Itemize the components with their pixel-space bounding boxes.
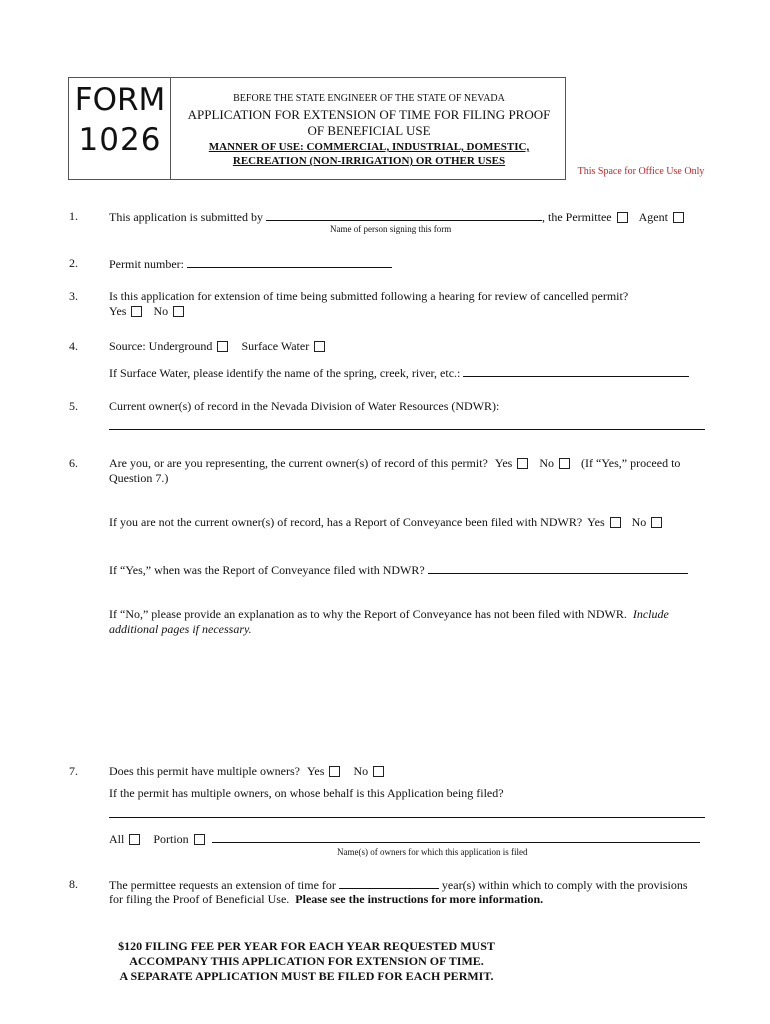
q7-no-label: No <box>353 764 369 778</box>
conveyance-question <box>109 515 664 530</box>
all-label: All <box>109 832 125 846</box>
include-note-2: additional pages if necessary. <box>109 622 252 636</box>
all-owners-checkbox[interactable] <box>129 834 140 845</box>
form-label: FORM <box>74 82 166 118</box>
fee-notice-line1: $120 FILING FEE PER YEAR FOR EACH YEAR REQUESTED MUST <box>118 939 495 953</box>
q7-behalf-text: If the permit has multiple owners, on whose behalf is this Application being filed? <box>109 786 504 800</box>
q3-options <box>109 304 186 319</box>
underground-checkbox[interactable] <box>217 341 228 352</box>
q3-yes-checkbox[interactable] <box>131 306 142 317</box>
q4-surface-label: Surface Water <box>241 339 310 353</box>
question-number: 7. <box>69 764 78 778</box>
agent-checkbox[interactable] <box>673 212 684 223</box>
conveyance-yes-checkbox[interactable] <box>610 517 621 528</box>
q8-line-2 <box>109 892 543 907</box>
conveyance-explain <box>109 607 669 622</box>
q4-identify-text: If Surface Water, please identify the name of the spring, creek, river, etc.: <box>109 366 461 380</box>
current-owner-field[interactable] <box>109 417 705 430</box>
q6-no-label: No <box>539 456 554 470</box>
q8-text-1: The permittee requests an extension of time for <box>109 878 336 892</box>
portion-owners-checkbox[interactable] <box>194 834 205 845</box>
signer-name-field[interactable] <box>266 209 542 221</box>
explanation-area[interactable] <box>109 640 705 755</box>
include-note: Include <box>632 607 669 621</box>
q8-text-3: for filing the Proof of Beneficial Use. <box>109 892 290 906</box>
question-number: 5. <box>69 399 78 413</box>
q3-text: Is this application for extension of time being submitted following a hearing for review of cancelled permit? <box>109 289 629 303</box>
q1-permittee-label: , the Permittee <box>541 210 612 224</box>
q2-text: Permit number: <box>109 257 184 271</box>
q7-yes-label: Yes <box>306 764 325 778</box>
question-7 <box>109 764 386 779</box>
question-number: 4. <box>69 339 78 353</box>
water-source-name-field[interactable] <box>463 365 689 377</box>
question-1 <box>109 209 686 225</box>
q3-no-label: No <box>153 304 169 318</box>
question-number: 6. <box>69 456 78 470</box>
q6-no-checkbox[interactable] <box>559 458 570 469</box>
owner-names-caption: Name(s) of owners for which this application is filed <box>337 847 528 857</box>
question-4 <box>109 339 327 354</box>
header-divider <box>170 77 171 180</box>
signer-name-caption: Name of person signing this form <box>330 224 452 234</box>
conveyance-yes-label: Yes <box>587 515 605 529</box>
permittee-checkbox[interactable] <box>617 212 628 223</box>
form-number: 1026 <box>78 122 162 158</box>
q6-yes-label: Yes <box>494 456 513 470</box>
owner-behalf-field[interactable] <box>109 805 705 818</box>
q6-yes-checkbox[interactable] <box>517 458 528 469</box>
q7-text: Does this permit have multiple owners? <box>109 764 300 778</box>
conveyance-text: If you are not the current owner(s) of record, has a Report of Conveyance been filed with NDWR? <box>109 515 583 529</box>
q5-text: Current owner(s) of record in the Nevada Division of Water Resources (NDWR): <box>109 399 500 413</box>
manner-of-use-line1: MANNER OF USE: COMMERCIAL, INDUSTRIAL, DOMESTIC, <box>208 141 530 153</box>
conveyance-date-question <box>109 562 688 578</box>
office-use-label: This Space for Office Use Only <box>577 166 705 177</box>
q6-proceed-note-2: Question 7.) <box>109 471 169 485</box>
conveyance-date-field[interactable] <box>428 562 688 574</box>
q6-text: Are you, or are you representing, the current owner(s) of record of this permit? <box>109 456 488 470</box>
fee-notice-line2: ACCOMPANY THIS APPLICATION FOR EXTENSION OF TIME. <box>129 954 484 968</box>
portion-label: Portion <box>153 832 189 846</box>
question-number: 1. <box>69 209 78 223</box>
owner-names-field[interactable] <box>212 831 700 843</box>
header-authority: BEFORE THE STATE ENGINEER OF THE STATE OF NEVADA <box>233 93 505 104</box>
form-title-line2: OF BENEFICIAL USE <box>307 123 431 138</box>
q1-text: This application is submitted by <box>109 210 263 224</box>
question-number: 8. <box>69 877 78 891</box>
question-number: 2. <box>69 256 78 270</box>
q4-identify <box>109 365 689 381</box>
instructions-note: Please see the instructions for more information. <box>295 892 544 906</box>
conveyance-explain-text: If “No,” please provide an explanation as to why the Report of Conveyance has not been filed with NDWR. <box>109 607 627 621</box>
owner-scope <box>109 831 700 847</box>
form-title-line1: APPLICATION FOR EXTENSION OF TIME FOR FILING PROOF <box>187 107 551 122</box>
question-number: 3. <box>69 289 78 303</box>
q3-yes-label: Yes <box>109 304 127 318</box>
fee-notice-line3: A SEPARATE APPLICATION MUST BE FILED FOR EACH PERMIT. <box>119 969 494 983</box>
extension-years-field[interactable] <box>339 877 439 889</box>
question-8 <box>109 877 688 893</box>
q3-no-checkbox[interactable] <box>173 306 184 317</box>
q8-text-2: year(s) within which to comply with the provisions <box>441 878 688 892</box>
surface-water-checkbox[interactable] <box>314 341 325 352</box>
conveyance-date-text: If “Yes,” when was the Report of Conveyance filed with NDWR? <box>109 563 425 577</box>
q7-yes-checkbox[interactable] <box>329 766 340 777</box>
permit-number-field[interactable] <box>187 256 392 268</box>
conveyance-no-label: No <box>631 515 647 529</box>
q6-proceed-note: (If “Yes,” proceed to <box>581 456 681 470</box>
q4-source-label: Source: Underground <box>109 339 213 353</box>
q1-agent-label: Agent <box>638 210 668 224</box>
manner-of-use-line2: RECREATION (NON-IRRIGATION) OR OTHER USES <box>232 155 506 167</box>
conveyance-no-checkbox[interactable] <box>651 517 662 528</box>
question-6 <box>109 456 680 471</box>
q7-no-checkbox[interactable] <box>373 766 384 777</box>
question-2 <box>109 256 392 272</box>
